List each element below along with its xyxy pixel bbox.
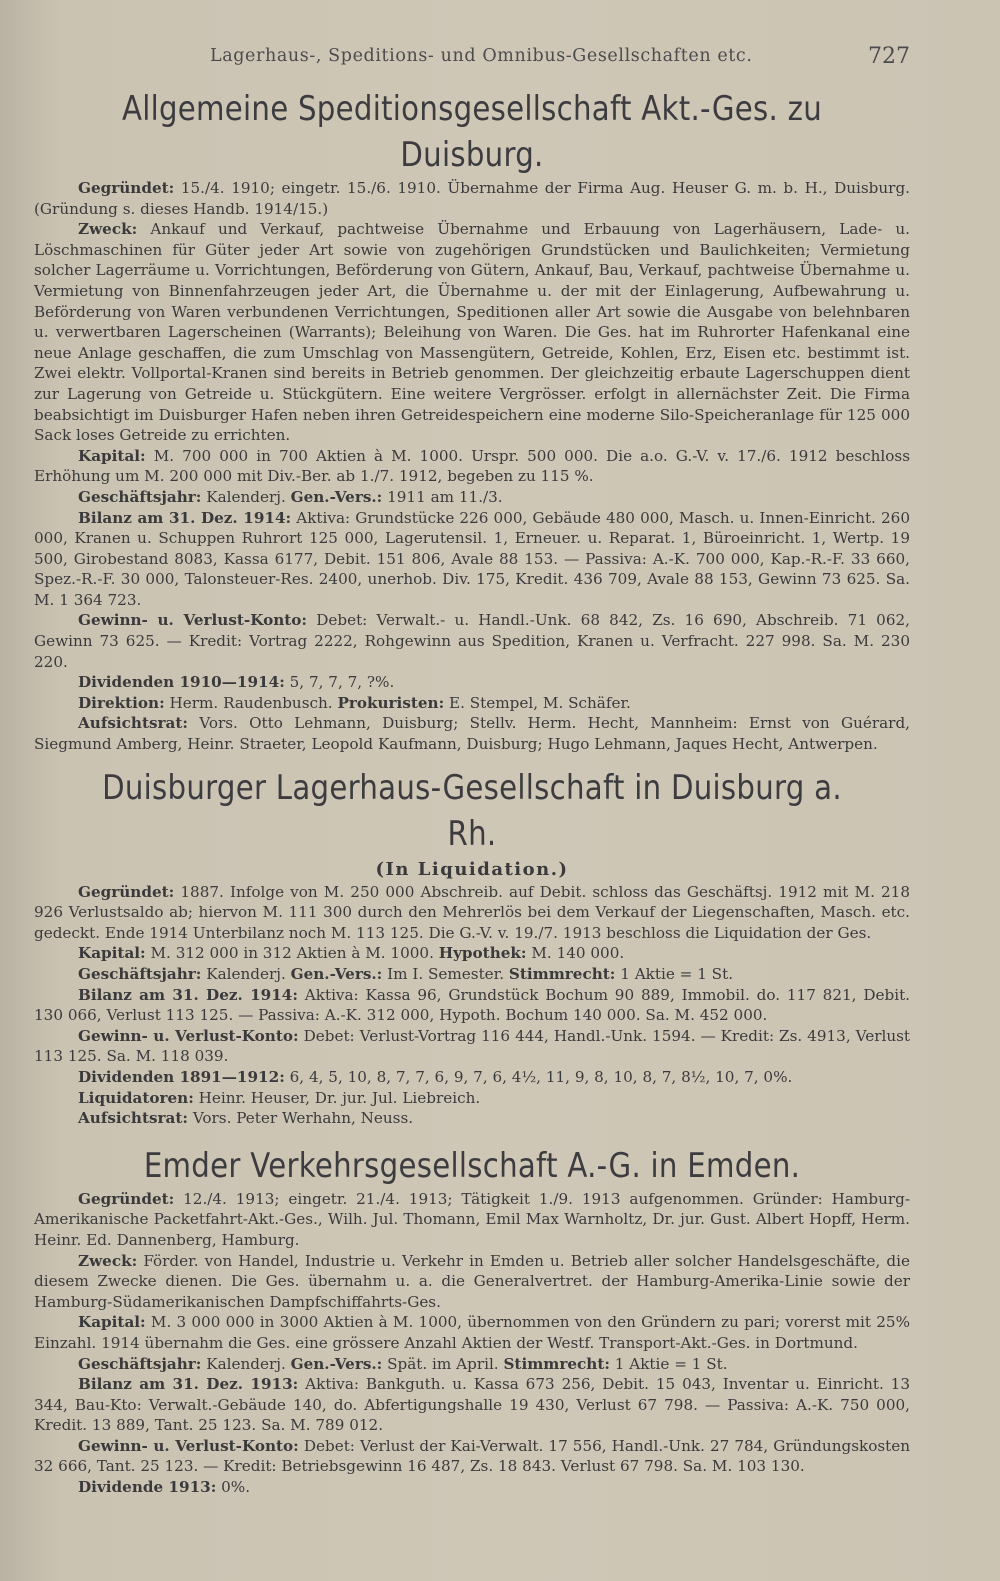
- field-text: Vors. Peter Werhahn, Neuss.: [188, 1109, 414, 1128]
- field-label: Gegründet:: [78, 1189, 175, 1208]
- company-title: Duisburger Lagerhaus-Gesellschaft in Duisburg a. Rh.: [102, 767, 842, 854]
- field-label: Stimmrecht:: [508, 965, 616, 983]
- entry-paragraph: [34, 713, 910, 754]
- entry-paragraph: [34, 219, 910, 446]
- field-label: Gen.-Vers.:: [290, 965, 383, 983]
- field-label: Gen.-Vers.:: [290, 1354, 383, 1373]
- entry-paragraph: [34, 446, 910, 487]
- field-text: M. 3 000 000 in 3000 Aktien à M. 1000, übernommen von den Gründern zu pari; vorerst mit 25% Einzahl. 1914 übernahm die Ges. eine grössere Anzahl Aktien der Westf. Transport-Akt.-Ges. in Dortmund.: [34, 1313, 910, 1352]
- field-label: Zweck:: [78, 220, 138, 239]
- field-label: Gegründet:: [78, 882, 175, 901]
- field-text: Aktiva: Grundstücke 226 000, Gebäude 480 000, Masch. u. Innen-Einricht. 260 000, Kranen u. Schuppen Ruhrort 125 000, Lagerutensil. 1, Erneuer. u. Reparat. 1, Büroeinricht. 1, Wertp. 19 500, Girobestand 8083, Kassa 6177, Debit. 151 806, Avale 88 153. — Passiva: A.-K. 700 000, Kap.-R.-F. 33 660, Spez.-R.-F. 30 000, Talonsteuer-Res. 2400, unerhob. Div. 175, Kredit. 436 709, Avale 88 153, Gewinn 73 625. Sa. M. 1 364 723.: [34, 508, 910, 609]
- entry-paragraph: [34, 1067, 910, 1088]
- field-text: Im I. Semester.: [382, 965, 509, 983]
- entry-paragraph: [34, 1477, 910, 1498]
- field-label: Gegründet:: [78, 179, 175, 197]
- entry-paragraph: [34, 1189, 910, 1251]
- entry-paragraph: [34, 1026, 910, 1067]
- field-label: Gewinn- u. Verlust-Konto:: [78, 1026, 299, 1045]
- field-text: Herm. Raudenbusch.: [164, 693, 338, 712]
- entry-paragraph: [34, 943, 910, 964]
- field-label: Kapital:: [78, 446, 146, 465]
- field-text: 6, 4, 5, 10, 8, 7, 7, 6, 9, 7, 6, 4½, 11, 9, 8, 10, 8, 7, 8½, 10, 7, 0%.: [284, 1067, 793, 1086]
- field-label: Aufsichtsrat:: [78, 714, 188, 733]
- field-label: Prokuristen:: [337, 693, 445, 712]
- field-label: Kapital:: [78, 944, 146, 963]
- field-label: Aufsichtsrat:: [78, 1109, 188, 1128]
- entry-paragraph: [34, 985, 910, 1026]
- entry-paragraph: [34, 1088, 910, 1109]
- entry-paragraph: [34, 882, 910, 944]
- field-text: Aktiva: Bankguth. u. Kassa 673 256, Debit. 15 043, Inventar u. Einricht. 13 344, Bau-Kto: Verwalt.-Gebäude 140, do. Abfertigungshalle 19 430, Verlust 67 798. — Passiva: A.-K. 750 000, Kredit. 13 889, Tant. 25 123. Sa. M. 789 012.: [34, 1375, 911, 1435]
- field-label: Gen.-Vers.:: [290, 487, 383, 506]
- field-text: Vors. Otto Lehmann, Duisburg; Stellv. Herm. Hecht, Mannheim: Ernst von Guérard, Siegmund Amberg, Heinr. Straeter, Leopold Kaufmann, Duisburg; Hugo Lehmann, Jaques Hecht, Antwerpen.: [34, 714, 910, 754]
- field-text: 1911 am 11./3.: [382, 487, 503, 506]
- entry-paragraph: [34, 1251, 910, 1313]
- field-text: Kalenderj.: [201, 1354, 291, 1373]
- field-text: 0%.: [216, 1478, 251, 1497]
- entry-paragraph: [34, 1108, 910, 1129]
- field-text: M. 700 000 in 700 Aktien à M. 1000. Urspr. 500 000. Die a.o. G.-V. v. 17./6. 1912 beschloss Erhöhung um M. 200 000 mit Div.-Ber. ab 1./7. 1912, begeben zu 115 %.: [34, 446, 910, 486]
- company-entry: [34, 765, 910, 1129]
- company-entry: [34, 86, 910, 755]
- field-label: Dividende 1913:: [78, 1478, 217, 1497]
- page-number: 727: [868, 44, 910, 69]
- field-label: Kapital:: [78, 1313, 146, 1332]
- field-label: Direktion:: [78, 693, 165, 712]
- entry-paragraph: [34, 964, 910, 985]
- field-text: Spät. im April.: [382, 1354, 504, 1373]
- field-text: 5, 7, 7, 7, ?%.: [284, 673, 395, 692]
- field-text: 1887. Infolge von M. 250 000 Abschreib. auf Debit. schloss das Geschäftsj. 1912 mit M. 218 926 Verlustsaldo ab; hiervon M. 111 300 durch den Mehrerlös bei dem Verkauf der Liegenschaften, Masch. etc. gedeckt. Ende 1914 Unterbilanz noch M. 113 125. Die G.-V. v. 19./7. 1913 beschloss die Liquidation der Ges.: [34, 882, 910, 942]
- company-subtitle: (In Liquidation.): [375, 858, 569, 880]
- entry-paragraph: [34, 693, 910, 714]
- field-label: Bilanz am 31. Dez. 1914:: [78, 508, 292, 527]
- field-label: Gewinn- u. Verlust-Konto:: [78, 1436, 299, 1455]
- section-gap: [34, 755, 910, 765]
- entry-paragraph: [34, 508, 910, 611]
- company-title: Allgemeine Speditionsgesellschaft Akt.-Ges. zu Duisburg.: [121, 89, 823, 175]
- field-text: Debet: Verlust der Kai-Verwalt. 17 556, Handl.-Unk. 27 784, Gründungskosten 32 666, Tant. 25 123. — Kredit: Betriebsgewinn 16 487, Zs. 18 843. Verlust 67 798. Sa. M. 103 130.: [34, 1436, 910, 1476]
- field-label: Hypothek:: [438, 944, 527, 963]
- field-label: Dividenden 1910—1914:: [78, 673, 285, 692]
- field-text: Heinr. Heuser, Dr. jur. Jul. Liebreich.: [193, 1088, 481, 1107]
- company-title: Emder Verkehrsgesellschaft A.-G. in Emden.: [143, 1145, 801, 1186]
- entry-paragraph: [34, 487, 910, 508]
- field-label: Geschäftsjahr:: [78, 487, 202, 506]
- field-text: Förder. von Handel, Industrie u. Verkehr in Emden u. Betrieb aller solcher Handelsgeschäfte, die diesem Zwecke dienen. Die Ges. übernahm u. a. die Generalvertret. der Hamburg-Amerika-Linie sowie der Hamburg-Südamerikanischen Dampfschiffahrts-Ges.: [34, 1251, 910, 1311]
- field-text: 15./4. 1910; eingetr. 15./6. 1910. Übernahme der Firma Aug. Heuser G. m. b. H., Duisburg. (Gründung s. dieses Handb. 1914/15.): [34, 179, 910, 218]
- field-label: Zweck:: [78, 1251, 138, 1270]
- field-text: E. Stempel, M. Schäfer.: [444, 693, 631, 712]
- entry-paragraph: [34, 1374, 910, 1436]
- field-label: Geschäftsjahr:: [78, 1354, 202, 1373]
- field-text: Debet: Verlust-Vortrag 116 444, Handl.-Unk. 1594. — Kredit: Zs. 4913, Verlust 113 125. Sa. M. 118 039.: [34, 1026, 910, 1066]
- field-text: Kalenderj.: [201, 487, 291, 506]
- field-label: Bilanz am 31. Dez. 1914:: [78, 985, 298, 1004]
- field-text: Ankauf und Verkauf, pachtweise Übernahme und Erbauung von Lagerhäusern, Lade- u. Löschmaschinen für Güter jeder Art sowie von zugehörigen Grundstücken und Baulichkeiten; Vermietung solcher Lagerräume u. Vorrichtungen, Beförderung von Gütern, Ankauf, Bau, Verkauf, pachtweise Übernahme u. Vermietung von Binnenfahrzeugen jeder Art, die Übernahme u. der mit der Einlagerung, Aufbewahrung u. Beförderung von Waren verbundenen Verrichtungen, Speditionen aller Art sowie die Ausgabe von belehnbaren u. verwertbaren Lagerscheinen (Warrants); Beleihung von Waren. Die Ges. hat im Ruhrorter Hafenkanal eine neue Anlage geschaffen, die zum Umschlag von Massengütern, Getreide, Kohlen, Erz, Eisen etc. bestimmt ist. Zwei elektr. Vollportal-Kranen sind bereits in Betrieb genommen. Der gleichzeitig erbaute Lagerschuppen dient zur Lagerung von Getreide u. Stückgütern. Eine weitere Vergrösser. erfolgt in allernächster Zeit. Die Firma beabsichtigt im Duisburger Hafen neben ihren Getreidespeichern eine moderne Silo-Speicheranlage für 125 000 Sack loses Getreide zu errichten.: [34, 220, 910, 445]
- running-head: [0, 44, 1000, 74]
- field-label: Gewinn- u. Verlust-Konto:: [78, 611, 308, 630]
- entry-paragraph: [34, 672, 910, 693]
- field-label: Bilanz am 31. Dez. 1913:: [78, 1375, 299, 1394]
- field-text: 12./4. 1913; eingetr. 21./4. 1913; Tätigkeit 1./9. 1913 aufgenommen. Gründer: Hamburg-Amerikanische Packetfahrt-Akt.-Ges., Wilh. Jul. Thomann, Emil Max Warnholtz, Dr. jur. Gust. Albert Hopff, Herm. Heinr. Ed. Dannenberg, Hamburg.: [34, 1189, 910, 1249]
- section-gap: [34, 1129, 910, 1143]
- field-text: M. 312 000 in 312 Aktien à M. 1000.: [145, 944, 439, 963]
- running-title: Lagerhaus-, Speditions- und Omnibus-Gesellschaften etc.: [210, 46, 753, 66]
- entry-paragraph: [34, 1312, 910, 1353]
- field-label: Dividenden 1891—1912:: [78, 1067, 285, 1086]
- entry-paragraph: [34, 1436, 910, 1477]
- field-text: 1 Aktie = 1 St.: [609, 1354, 728, 1373]
- entry-paragraph: [34, 178, 910, 219]
- entry-paragraph: [34, 610, 910, 672]
- company-entry: [34, 1143, 910, 1498]
- field-label: Stimmrecht:: [503, 1354, 610, 1373]
- field-label: Liquidatoren:: [78, 1088, 194, 1107]
- field-text: Aktiva: Kassa 96, Grundstück Bochum 90 889, Immobil. do. 117 821, Debit. 130 066, Verlust 113 125. — Passiva: A.-K. 312 000, Hypoth. Bochum 140 000. Sa. M. 452 000.: [34, 985, 910, 1025]
- page-content: [34, 86, 910, 1498]
- entry-paragraph: [34, 1354, 910, 1375]
- field-text: M. 140 000.: [526, 944, 625, 963]
- field-text: 1 Aktie = 1 St.: [615, 965, 734, 983]
- field-text: Kalenderj.: [201, 965, 291, 983]
- field-text: Debet: Verwalt.- u. Handl.-Unk. 68 842, Zs. 16 690, Abschreib. 71 062, Gewinn 73 625. — Kredit: Vortrag 2222, Rohgewinn aus Spedition, Kranen u. Verfracht. 227 998. Sa. M. 230 220.: [34, 611, 911, 671]
- field-label: Geschäftsjahr:: [78, 965, 202, 983]
